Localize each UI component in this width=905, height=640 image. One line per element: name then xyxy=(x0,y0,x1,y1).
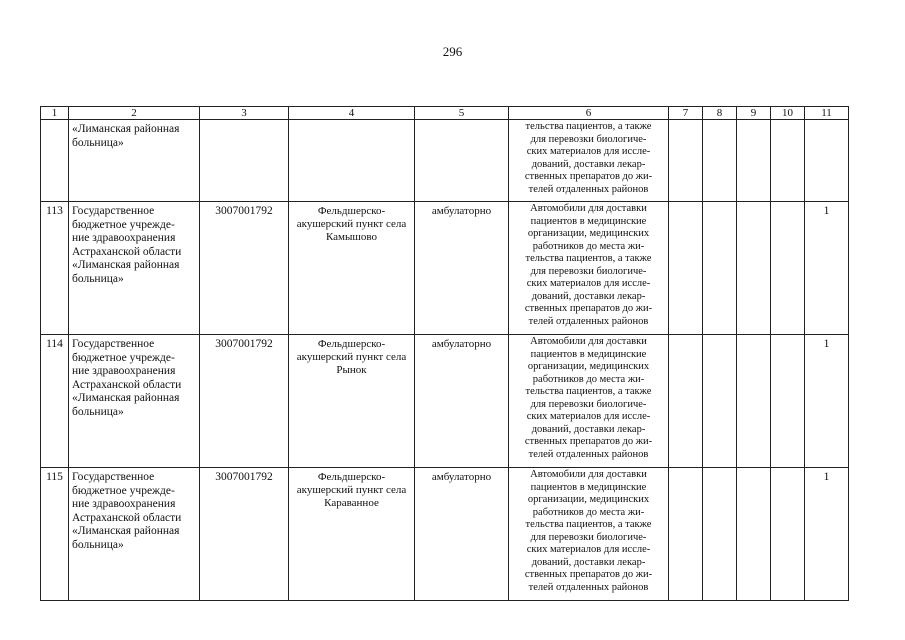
column-header: 11 xyxy=(805,107,849,120)
care-form-cell: амбулаторно xyxy=(415,468,509,601)
care-form-cell: амбулаторно xyxy=(415,202,509,335)
column-header: 5 xyxy=(415,107,509,120)
row-number-cell: 113 xyxy=(41,202,69,335)
inn-cell: 3007001792 xyxy=(200,202,289,335)
facility-cell: Фельдшерско- акушерский пункт села Караванное xyxy=(289,468,415,601)
empty-cell xyxy=(669,335,703,468)
empty-cell xyxy=(737,335,771,468)
column-header: 1 xyxy=(41,107,69,120)
empty-cell xyxy=(771,335,805,468)
empty-cell xyxy=(669,202,703,335)
organization-cell: Государственное бюджетное учрежде- ние здравоохранения Астраханской области «Лиманская районная больница» xyxy=(69,468,200,601)
table-row xyxy=(41,202,849,335)
inn-cell: 3007001792 xyxy=(200,335,289,468)
inn-cell: 3007001792 xyxy=(200,468,289,601)
column-header: 10 xyxy=(771,107,805,120)
column-header: 9 xyxy=(737,107,771,120)
facility-cell xyxy=(289,120,415,202)
header-row xyxy=(41,107,849,120)
column-header: 2 xyxy=(69,107,200,120)
column-header: 8 xyxy=(703,107,737,120)
purpose-cell: тельства пациентов, а также для перевозки биологиче- ских материалов для иссле- дований, доставки лекар- ственных препаратов до жи- телей отдаленных районов xyxy=(509,120,669,202)
empty-cell xyxy=(703,468,737,601)
quantity-cell: 1 xyxy=(805,202,849,335)
quantity-cell xyxy=(805,120,849,202)
empty-cell xyxy=(737,120,771,202)
column-header: 3 xyxy=(200,107,289,120)
purpose-cell: Автомобили для доставки пациентов в медицинские организации, медицинских работников до места жи- тельства пациентов, а также для перевозки биологиче- ских материалов для иссле- дований, доставки лекар- ственных препаратов до жи- телей отдаленных районов xyxy=(509,468,669,601)
purpose-cell: Автомобили для доставки пациентов в медицинские организации, медицинских работников до места жи- тельства пациентов, а также для перевозки биологиче- ских материалов для иссле- дований, доставки лекар- ственных препаратов до жи- телей отдаленных районов xyxy=(509,202,669,335)
inn-cell xyxy=(200,120,289,202)
empty-cell xyxy=(703,335,737,468)
care-form-cell xyxy=(415,120,509,202)
empty-cell xyxy=(771,202,805,335)
page-number: 296 xyxy=(442,44,463,59)
table-row xyxy=(41,335,849,468)
purpose-cell: Автомобили для доставки пациентов в медицинские организации, медицинских работников до места жи- тельства пациентов, а также для перевозки биологиче- ских материалов для иссле- дований, доставки лекар- ственных препаратов до жи- телей отдаленных районов xyxy=(509,335,669,468)
row-number-cell: 114 xyxy=(41,335,69,468)
empty-cell xyxy=(737,202,771,335)
column-header: 4 xyxy=(289,107,415,120)
quantity-cell: 1 xyxy=(805,468,849,601)
empty-cell xyxy=(669,468,703,601)
row-number-cell: 115 xyxy=(41,468,69,601)
empty-cell xyxy=(703,120,737,202)
empty-cell xyxy=(669,120,703,202)
empty-cell xyxy=(771,120,805,202)
care-form-cell: амбулаторно xyxy=(415,335,509,468)
facility-cell: Фельдшерско- акушерский пункт села Камышово xyxy=(289,202,415,335)
empty-cell xyxy=(771,468,805,601)
quantity-cell: 1 xyxy=(805,335,849,468)
table-row-continuation xyxy=(41,120,849,202)
column-header: 7 xyxy=(669,107,703,120)
table-row xyxy=(41,468,849,601)
organization-cell: Государственное бюджетное учрежде- ние здравоохранения Астраханской области «Лиманская районная больница» xyxy=(69,202,200,335)
facility-cell: Фельдшерско- акушерский пункт села Рынок xyxy=(289,335,415,468)
organization-cell: Государственное бюджетное учрежде- ние здравоохранения Астраханской области «Лиманская районная больница» xyxy=(69,335,200,468)
empty-cell xyxy=(703,202,737,335)
column-header: 6 xyxy=(509,107,669,120)
empty-cell xyxy=(737,468,771,601)
organization-cell: «Лиманская районная больница» xyxy=(69,120,200,202)
row-number-cell xyxy=(41,120,69,202)
data-table xyxy=(40,106,849,601)
